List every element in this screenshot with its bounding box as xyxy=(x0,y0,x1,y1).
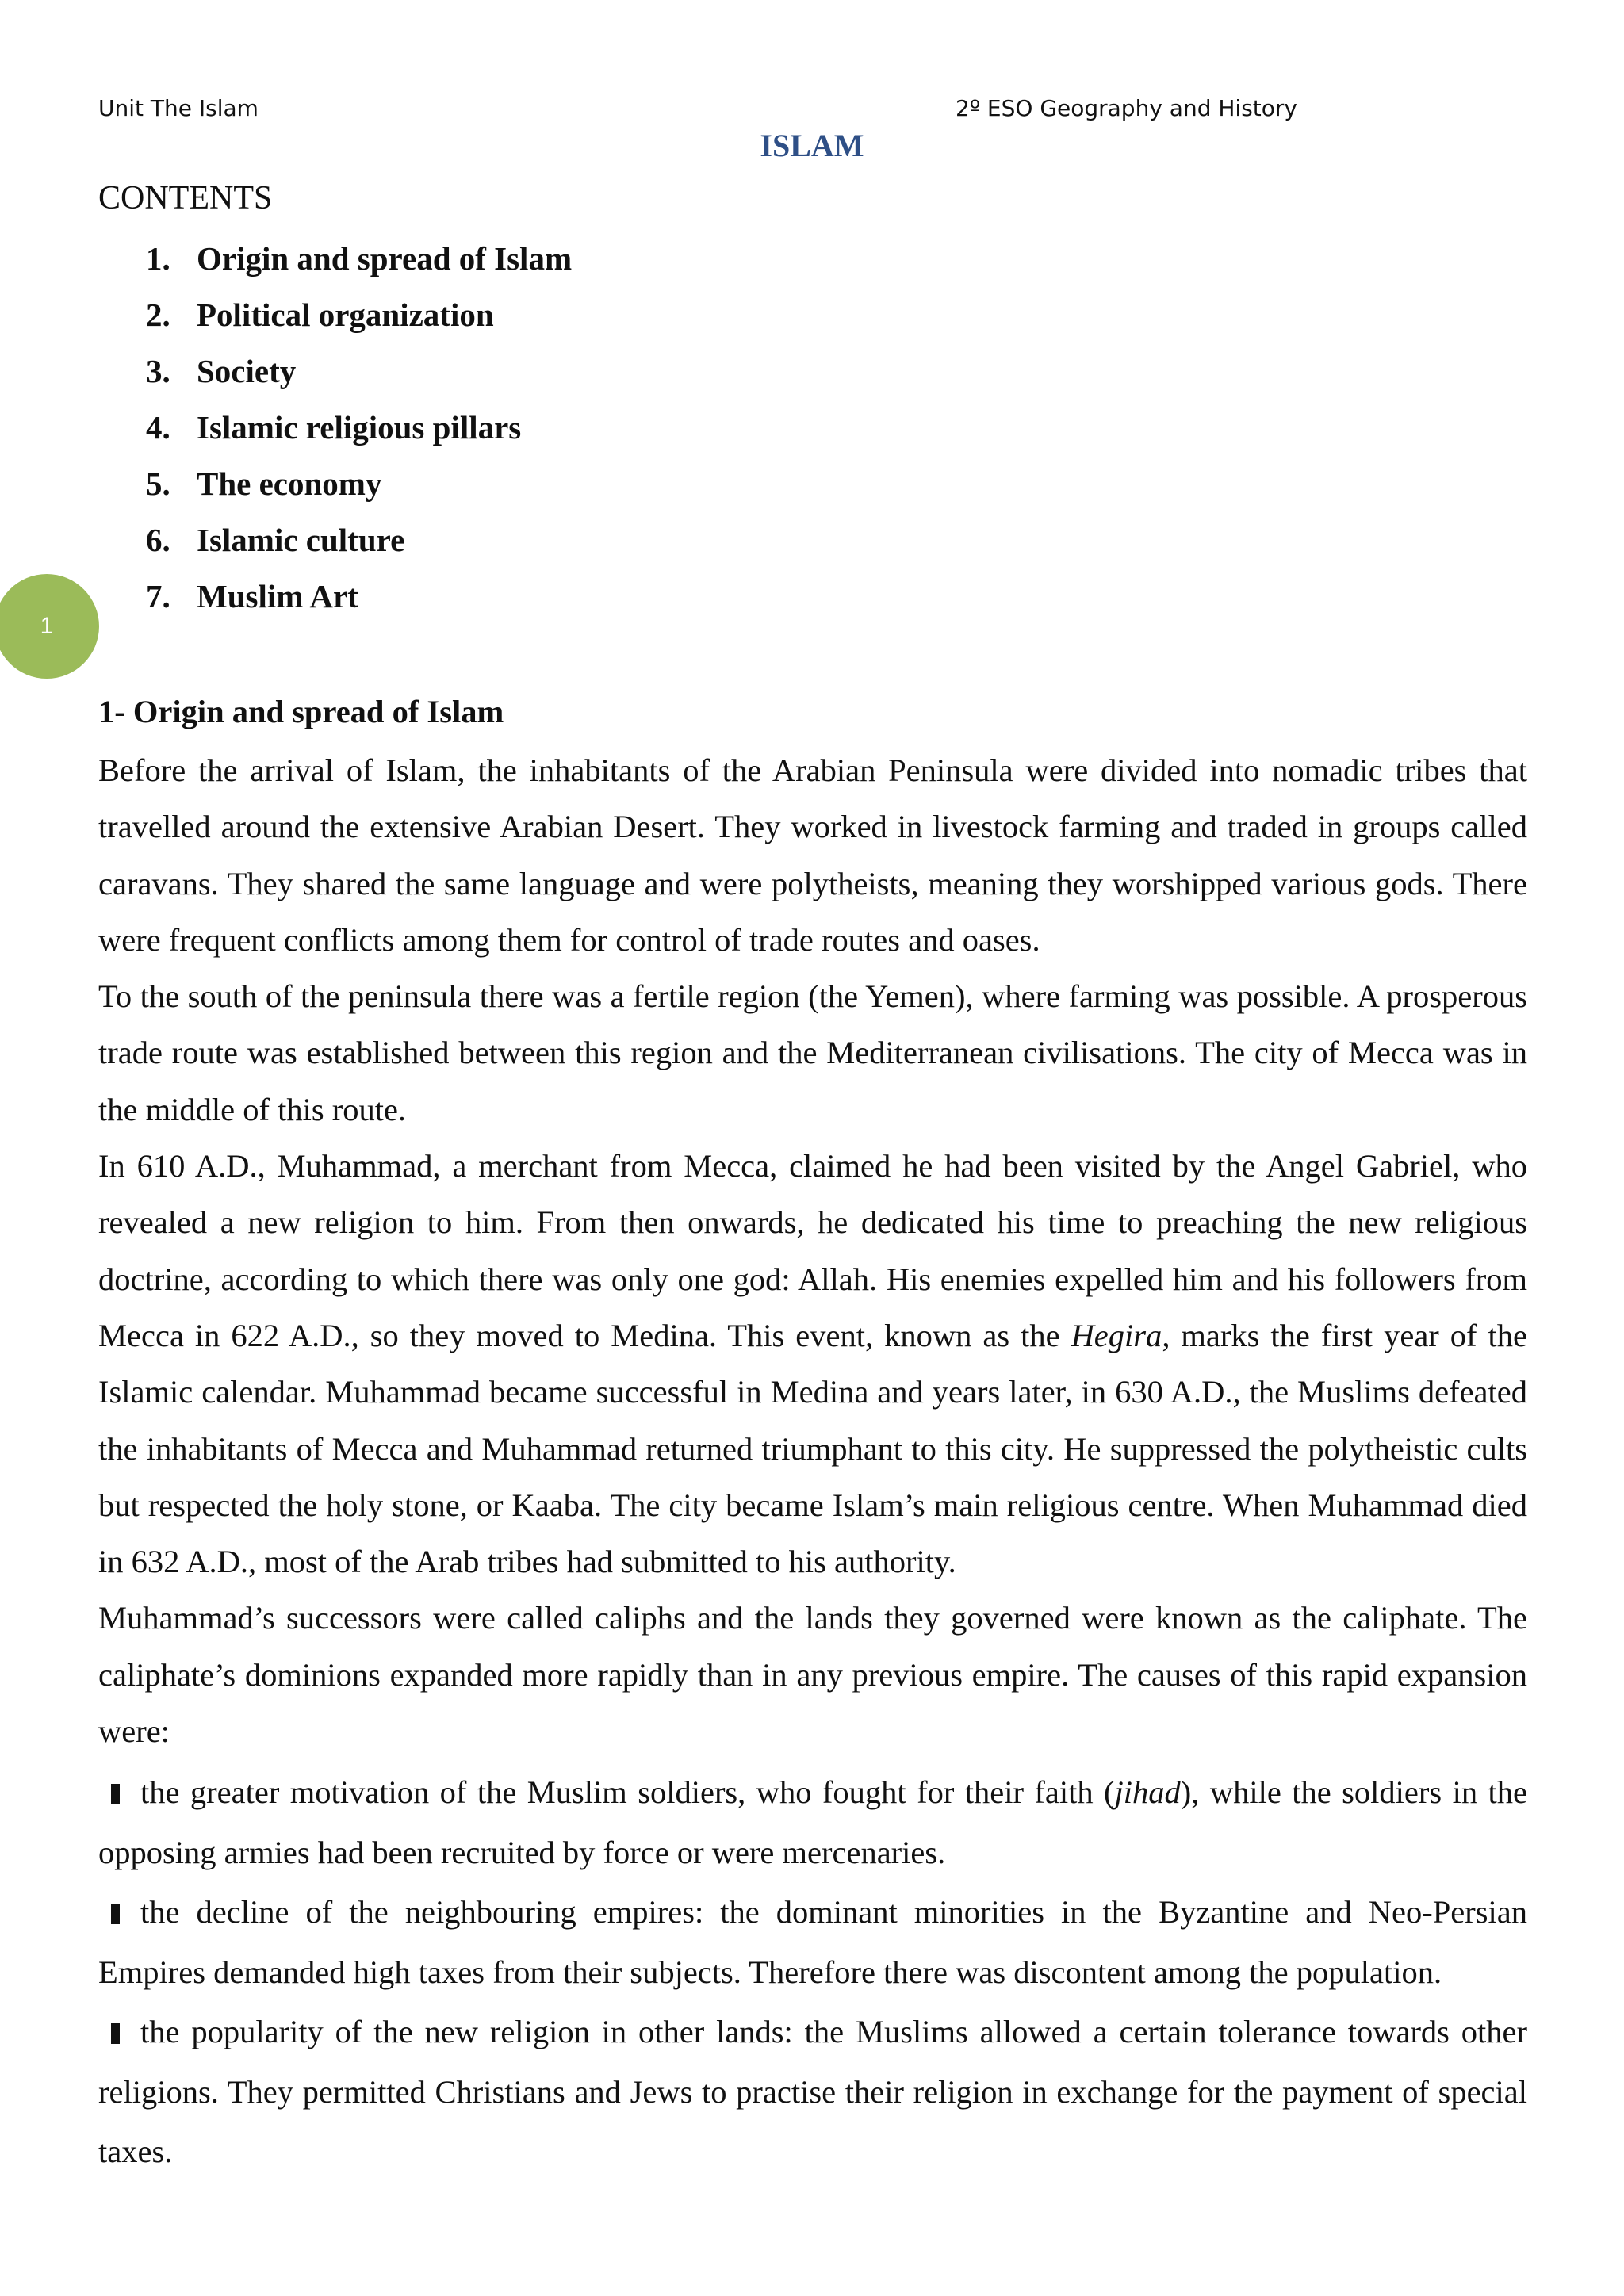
toc-item-label: Political organization xyxy=(197,297,494,333)
toc-item-label: Islamic culture xyxy=(197,522,405,558)
section-origin-and-spread xyxy=(98,687,1527,2182)
toc-item xyxy=(146,404,572,460)
toc-item-label: Origin and spread of Islam xyxy=(197,240,573,277)
paragraph-yemen: To the south of the peninsula there was a fertile region (the Yemen), where farming was possible. A prosperous trade route was established between this region and the Mediterranean civilisations. The city of Mecca was in the middle of this route. xyxy=(98,978,1527,1127)
page-number: 1 xyxy=(40,613,54,639)
jihad-term: jihad xyxy=(1114,1774,1181,1811)
header-unit-title: Unit The Islam xyxy=(98,95,259,121)
toc-item-number: 3. xyxy=(146,353,170,389)
table-of-contents xyxy=(146,235,572,629)
toc-item xyxy=(146,572,572,629)
toc-item-number: 1. xyxy=(146,240,170,277)
toc-item-label: The economy xyxy=(197,465,382,502)
paragraph-text: , marks the first year of the Islamic calendar. Muhammad became successful in Medina and years later, in 630 A.D., the Muslims defeated the inhabitants of Mecca and Muhammad returned triumphant to this city. He suppressed the polytheistic cults but respected the holy stone, or Kaaba. The city became Islam’s main religious centre. When Muhammad died in 632 A.D., most of the Arab tribes had submitted to his authority. xyxy=(98,1317,1527,1580)
toc-item-number: 6. xyxy=(146,522,170,558)
toc-item xyxy=(146,291,572,347)
toc-item xyxy=(146,460,572,516)
page-number-badge xyxy=(0,574,99,679)
toc-item-number: 2. xyxy=(146,297,170,333)
toc-item xyxy=(146,347,572,404)
list-item-text: the greater motivation of the Muslim soldiers, who fought for their faith ( xyxy=(140,1774,1115,1811)
header-course: 2º ESO Geography and History xyxy=(956,95,1297,121)
paragraph-muhammad xyxy=(98,1138,1527,1590)
document-title: ISLAM xyxy=(760,128,864,163)
paragraph-caliphs: Muhammad’s successors were called caliphs and the lands they governed were known as the caliphate. The caliphate’s dominions expanded more rapidly than in any previous empire. The causes of this rapid expansion were: xyxy=(98,1600,1527,1750)
paragraph-text: In 610 A.D., Muhammad, a merchant from Mecca, claimed he had been visited by the Angel Gabriel, who revealed a new religion to him. From then onwards, he dedicated his time to preaching the new religious doctrine, according to which there was only one god: Allah. His enemies expelled him and his followers from Mecca in 622 A.D., so they moved to Medina. This event, known as the xyxy=(98,1148,1527,1353)
list-item xyxy=(98,1762,1527,1882)
bullet-icon xyxy=(111,2023,120,2044)
list-item-text: the popularity of the new religion in other lands: the Muslims allowed a certain tolerance towards other religions. They permitted Christians and Jews to practise their religion in exchange for the payment of special taxes. xyxy=(98,2014,1527,2170)
paragraph-pre-islam: Before the arrival of Islam, the inhabitants of the Arabian Peninsula were divided into nomadic tribes that travelled around the extensive Arabian Desert. They worked in livestock farming and traded in groups called caravans. They shared the same language and were polytheists, meaning they worshipped various gods. There were frequent conflicts among them for control of trade routes and oases. xyxy=(98,752,1527,958)
list-item-text: ), while the soldiers in the opposing armies had been recruited by force or were mercenaries. xyxy=(98,1774,1527,1870)
toc-item-number: 4. xyxy=(146,409,170,446)
toc-item-number: 5. xyxy=(146,465,170,502)
section-heading: 1- Origin and spread of Islam xyxy=(98,694,504,729)
toc-item-label: Society xyxy=(197,353,297,389)
toc-item-label: Islamic religious pillars xyxy=(197,409,522,446)
hegira-term: Hegira xyxy=(1071,1317,1162,1353)
bullet-icon xyxy=(111,1904,120,1924)
list-item xyxy=(98,1882,1527,2002)
contents-label: CONTENTS xyxy=(98,180,273,216)
toc-item-number: 7. xyxy=(146,578,170,614)
toc-item xyxy=(146,235,572,291)
expansion-causes-list xyxy=(98,1762,1527,2182)
bullet-icon xyxy=(111,1784,120,1804)
list-item-text: the decline of the neighbouring empires: the dominant minorities in the Byzantine and Neo-Persian Empires demanded high taxes from their subjects. Therefore there was discontent among the population. xyxy=(98,1894,1527,1990)
toc-item-label: Muslim Art xyxy=(197,578,358,614)
list-item xyxy=(98,2002,1527,2182)
toc-item xyxy=(146,516,572,572)
